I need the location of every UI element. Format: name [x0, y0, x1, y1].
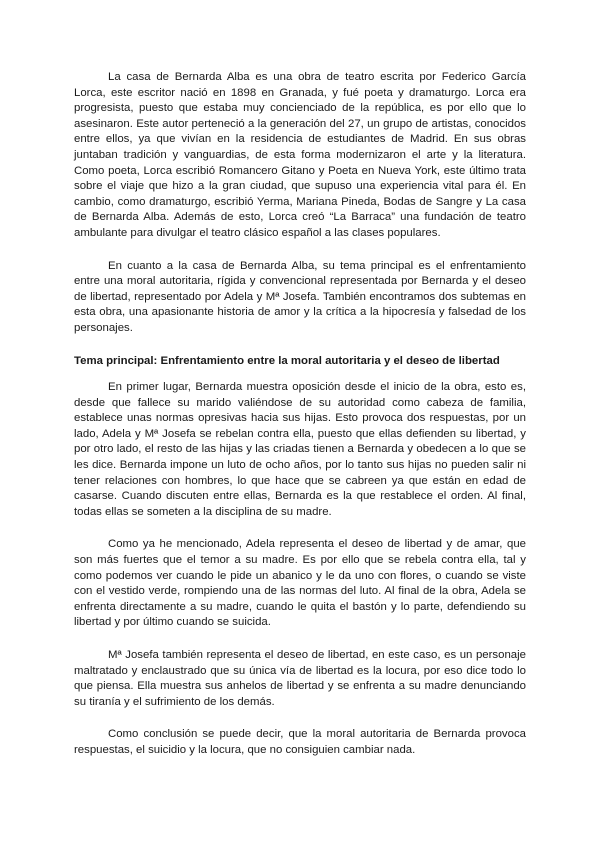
paragraph-intro-1: La casa de Bernarda Alba es una obra de teatro escrita por Federico García Lorca, este escritor nació en 1898 en Granada, y fué poeta y dramaturgo. Lorca era progresista, puesto que estaba muy concienciado de la república, es por ello que lo asesinaron. Este autor perteneció a la generación del 27, un grupo de artistas, conocidos entre ellos, ya que vivían en la residencia de estudiantes de Madrid. En sus obras juntaban tradición y vanguardias, de esta forma modernizaron el arte y la literatura. Como poeta, Lorca escribió Romancero Gitano y Poeta en Nueva York, este último trata sobre el viaje que hizo a la gran ciudad, que supuso una experiencia vital para él. En cambio, como dramaturgo, escribió Yerma, Mariana Pineda, Bodas de Sangre y La casa de Bernarda Alba. Además de esto, Lorca creó “La Barraca” una fundación de teatro ambulante para divulgar el teatro clásico español a las clases populares. [74, 71, 526, 239]
paragraph-body-1: En primer lugar, Bernarda muestra oposición desde el inicio de la obra, esto es, desde que fallece su marido valiéndose de su autoridad como cabeza de familia, establece unas normas opresivas hacia sus hijas. Esto provoca dos respuestas, por un lado, Adela y Mª Josefa se rebelan contra ella, puesto que ellas defienden su libertad, y por otro lado, el resto de las hijas y las criadas tienen a Bernarda y obedecen a lo que se les dice. Bernarda impone un luto de ocho años, por lo tanto sus hijas no pueden salir ni tener relaciones con hombres, lo que hace que se cabreen ya que están en edad de casarse. Cuando discuten entre ellas, Bernarda es la que restablece el orden. Al final, todas ellas se someten a la disciplina de su madre. [74, 381, 526, 518]
paragraph-body-2: Como ya he mencionado, Adela representa el deseo de libertad y de amar, que son más fuertes que el temor a su madre. Es por ello que se rebela contra ella, tal y como podemos ver cuando le pide un abanico y le da uno con flores, o cuando se viste con el vestido verde, rompiendo una de las normas del luto. Al final de la obra, Adela se enfrenta directamente a su madre, cuando le quita el bastón y lo parte, defendiendo su libertad y por último cuando se suicida. [74, 538, 526, 629]
paragraph-intro-2: En cuanto a la casa de Bernarda Alba, su tema principal es el enfrentamiento entre una moral autoritaria, rígida y convencional representada por Bernarda y el deseo de libertad, representado por Adela y Mª Josefa. También encontramos dos subtemas en esta obra, una apasionante historia de amor y la crítica a la hipocresía y falsedad de los personajes. [74, 259, 526, 334]
section-heading: Tema principal: Enfrentamiento entre la moral autoritaria y el deseo de libertad [74, 354, 500, 367]
paragraph-body-3: Mª Josefa también representa el deseo de libertad, en este caso, es un personaje maltratado y enclaustrado que su única vía de libertad es la locura, por eso dice todo lo que piensa. Ella muestra sus anhelos de libertad y se enfrenta a su madre denunciando su tiranía y el sufrimiento de los demás. [74, 649, 526, 708]
paragraph-body-4: Como conclusión se puede decir, que la moral autoritaria de Bernarda provoca respuestas, el suicidio y la locura, que no consiguien cambiar nada. [74, 728, 526, 756]
document-body [74, 70, 526, 776]
